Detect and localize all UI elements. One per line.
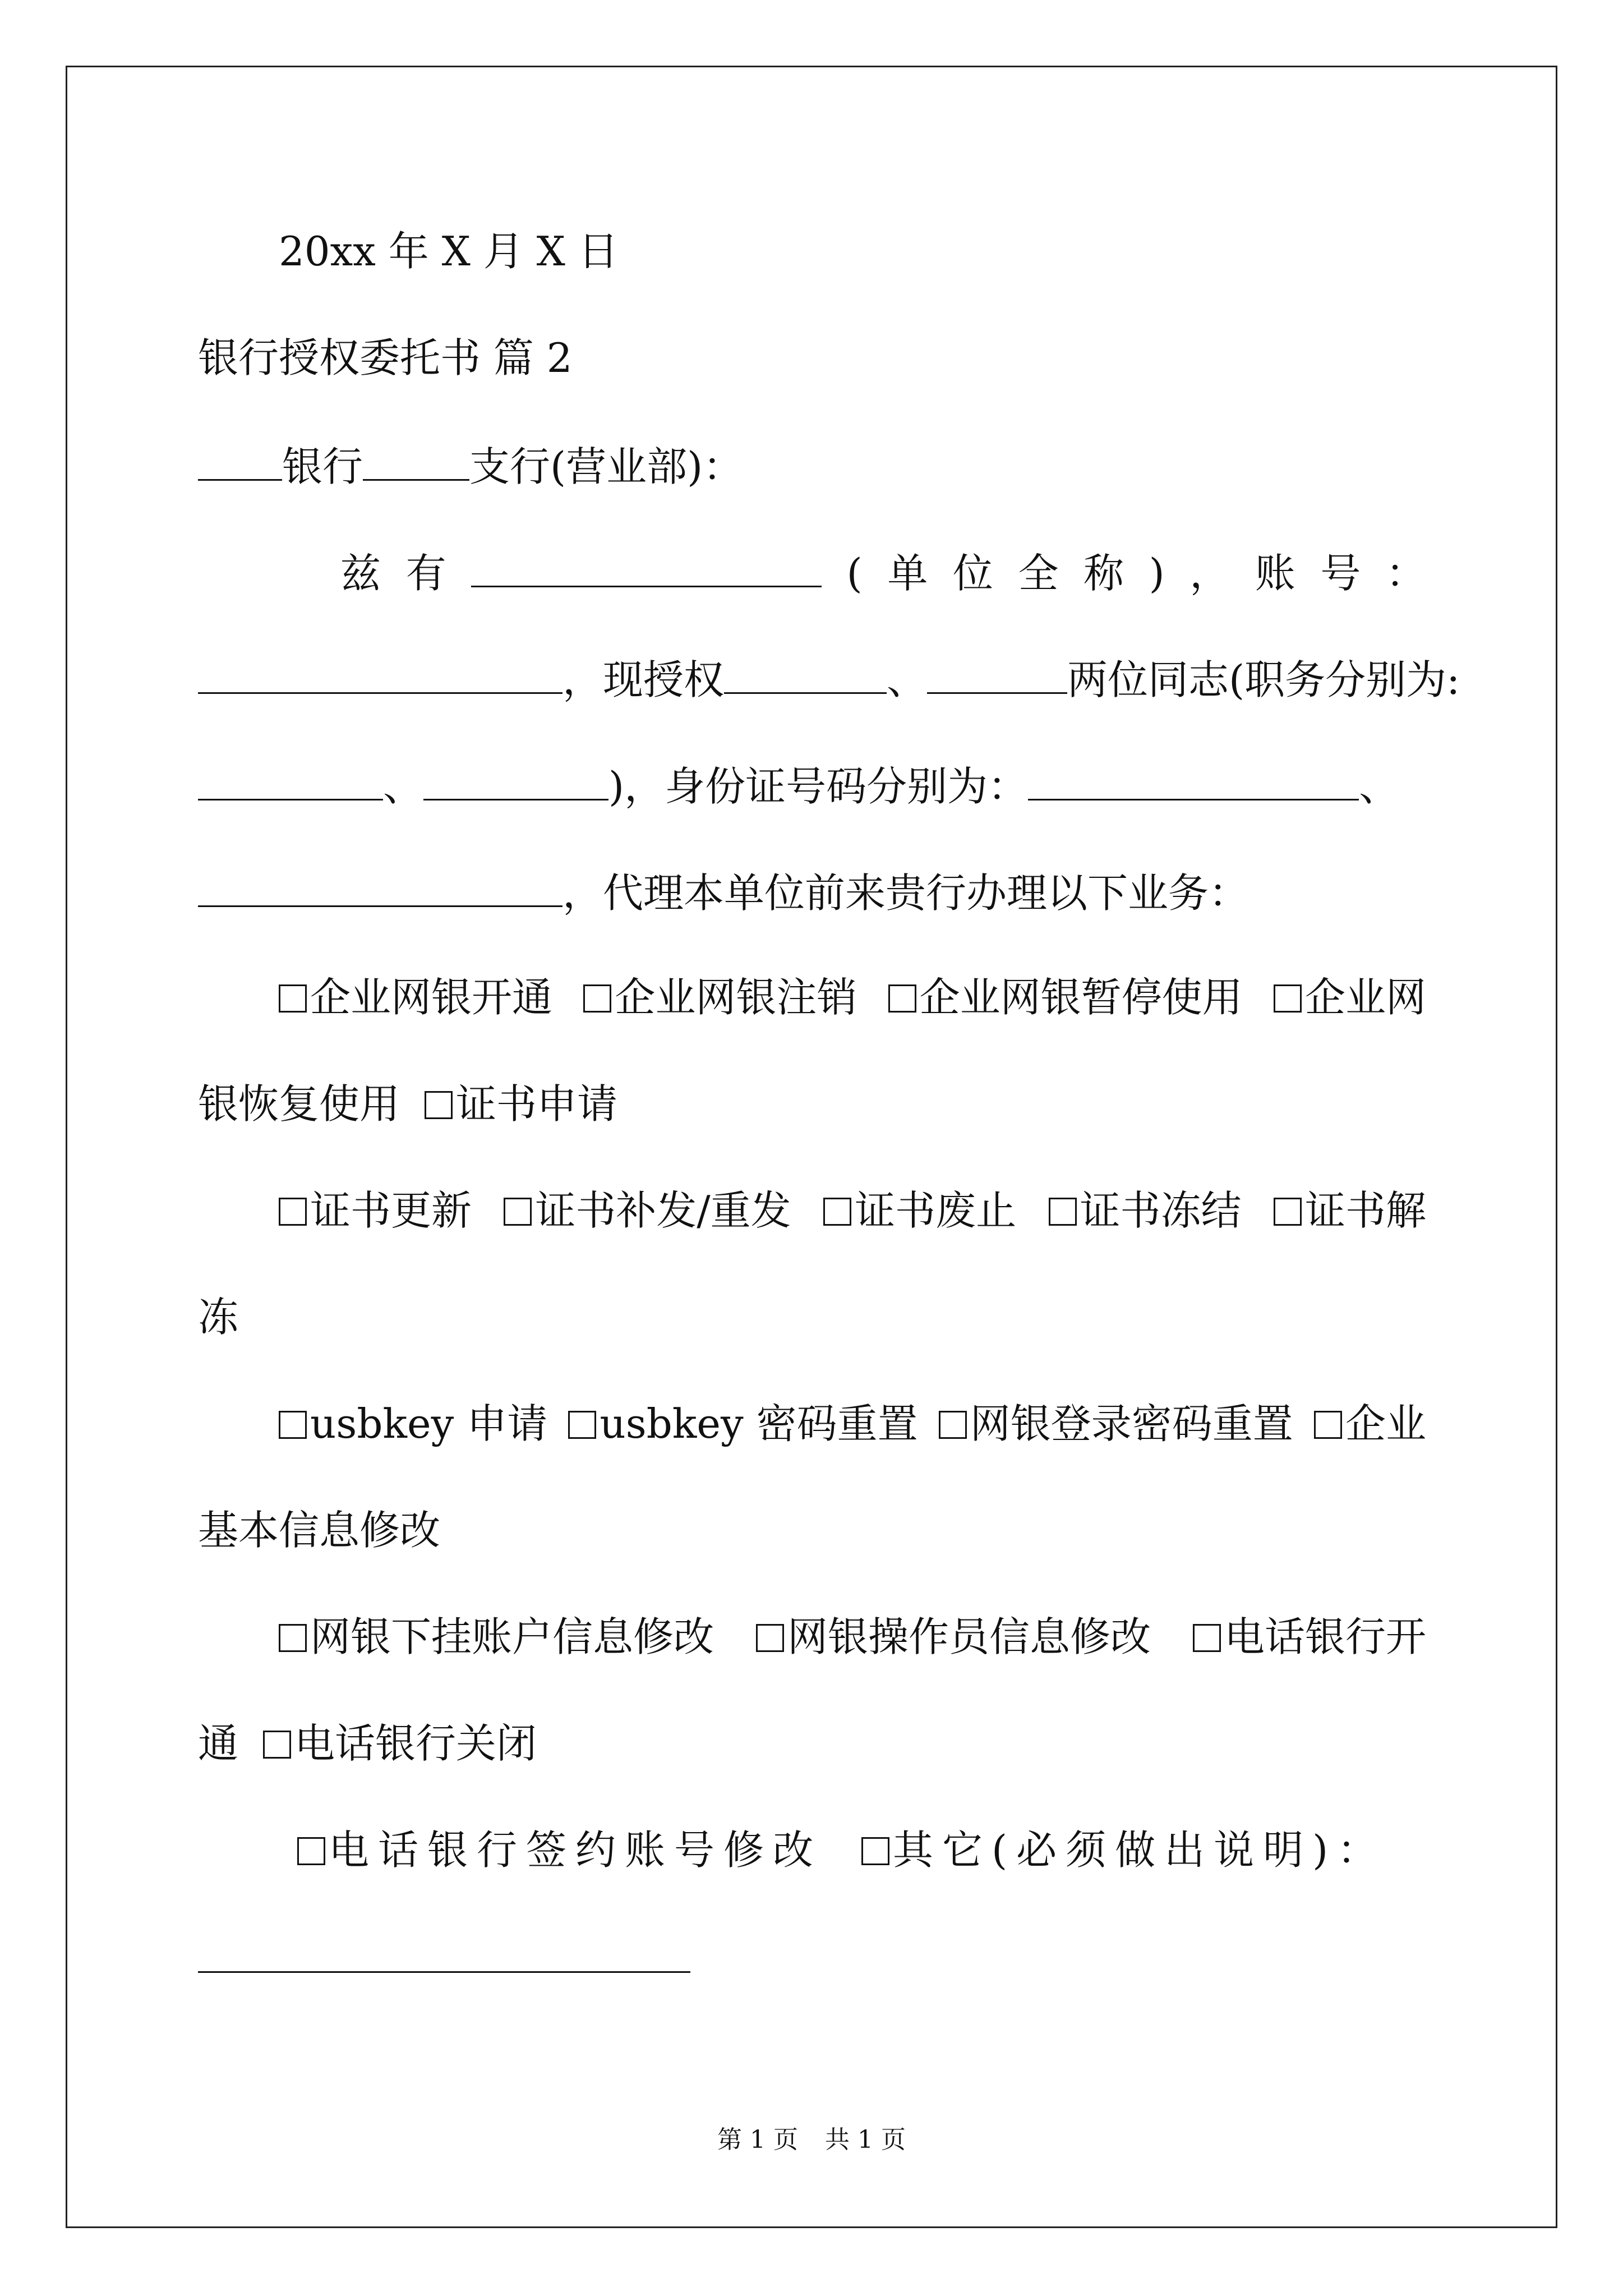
option[interactable]: 电话银行关闭 xyxy=(263,1720,537,1767)
option[interactable]: 企业 xyxy=(1314,1404,1426,1444)
option[interactable]: 电话银行开 xyxy=(1193,1617,1426,1657)
bank-label: 银行 xyxy=(282,443,363,490)
option[interactable]: 证书申请 xyxy=(425,1080,617,1128)
unit-word: ： xyxy=(1385,550,1426,597)
agent-2-id-blank xyxy=(198,871,562,907)
options-row-1-continued xyxy=(198,1080,1426,1128)
checkbox[interactable] xyxy=(939,1411,967,1439)
options-row-4 xyxy=(279,1613,1426,1660)
unit-word: 号 xyxy=(1320,550,1361,597)
checkbox[interactable] xyxy=(583,984,611,1013)
checkbox[interactable] xyxy=(756,1624,784,1652)
agent-1-position-blank xyxy=(198,764,383,800)
option[interactable]: 网银操作员信息修改 xyxy=(756,1617,1151,1657)
checkbox[interactable] xyxy=(1274,1198,1302,1226)
branch-label: 支行(营业部)： xyxy=(469,443,744,490)
options-row-4-continued xyxy=(198,1720,1426,1767)
option[interactable]: 其它(必须做出说明)： xyxy=(861,1826,1386,1874)
unit-word: 全 xyxy=(1018,550,1059,597)
option[interactable]: usbkey 申请 xyxy=(279,1404,547,1444)
checkbox[interactable] xyxy=(1274,984,1302,1013)
checkbox[interactable] xyxy=(1314,1411,1342,1439)
options-row-1 xyxy=(279,974,1426,1021)
other-explanation-line xyxy=(198,1936,1426,1979)
checkbox[interactable] xyxy=(1049,1198,1077,1226)
page-total: 共 1 页 xyxy=(825,2125,906,2154)
option[interactable]: usbkey 密码重置 xyxy=(568,1404,917,1444)
option[interactable]: 网银下挂账户信息修改 xyxy=(279,1617,714,1657)
option[interactable]: 证书冻结 xyxy=(1049,1190,1242,1231)
options-row-2-continued: 冻 xyxy=(198,1294,239,1341)
page-number: 第 1 页 xyxy=(717,2125,798,2154)
option[interactable]: 证书废止 xyxy=(823,1190,1016,1231)
business-intro-text: ，代理本单位前来贵行办理以下业务： xyxy=(562,869,1249,917)
option[interactable]: 企业网银开通 xyxy=(279,977,552,1018)
section-title: 银行授权委托书 篇 2 xyxy=(198,334,573,381)
checkbox[interactable] xyxy=(297,1837,325,1865)
options-row-3-continued: 基本信息修改 xyxy=(198,1507,441,1554)
agent-2-name-blank xyxy=(927,657,1067,694)
separator: 、 xyxy=(383,763,424,810)
checkbox[interactable] xyxy=(861,1837,889,1865)
checkbox[interactable] xyxy=(823,1198,851,1226)
page-frame xyxy=(66,66,1557,2228)
option[interactable]: 证书解 xyxy=(1274,1190,1426,1231)
checkbox[interactable] xyxy=(279,1624,307,1652)
authorization-line-3 xyxy=(198,763,1426,810)
unit-word: 位 xyxy=(952,550,993,597)
recipient-line xyxy=(198,443,1426,490)
authorization-line-1 xyxy=(340,550,1426,597)
agent-2-position-blank xyxy=(423,764,608,800)
unit-word: ， xyxy=(1189,550,1230,597)
checkbox[interactable] xyxy=(888,984,916,1013)
option[interactable]: 企业网 xyxy=(1274,977,1426,1018)
checkbox[interactable] xyxy=(425,1091,453,1119)
lead-char-2: 有 xyxy=(405,550,446,597)
authorization-line-4 xyxy=(198,869,1426,917)
option[interactable]: 电话银行签约账号修改 xyxy=(297,1830,822,1870)
checkbox[interactable] xyxy=(279,984,307,1013)
unit-word: ) xyxy=(1149,550,1165,597)
separator: 、 xyxy=(1359,763,1400,810)
checkbox[interactable] xyxy=(1193,1624,1221,1652)
option[interactable]: 企业网银暂停使用 xyxy=(888,977,1243,1018)
option[interactable]: 证书补发/重发 xyxy=(504,1190,791,1231)
unit-word: ( xyxy=(846,550,863,597)
option[interactable]: 企业网银注销 xyxy=(583,977,857,1018)
account-number-blank xyxy=(198,657,562,694)
other-explanation-blank xyxy=(198,1936,690,1973)
unit-word: 单 xyxy=(887,550,928,597)
unit-word: 称 xyxy=(1083,550,1124,597)
authorization-line-2 xyxy=(198,656,1460,703)
option-continued: 通 xyxy=(198,1720,239,1767)
unit-word: 账 xyxy=(1255,550,1295,597)
agent-1-id-blank xyxy=(1028,764,1359,800)
option[interactable]: 证书更新 xyxy=(279,1190,472,1231)
checkbox[interactable] xyxy=(504,1198,532,1226)
id-number-text: )，身份证号码分别为： xyxy=(608,763,1029,810)
options-row-5 xyxy=(297,1826,1426,1874)
authorize-text: ，现授权 xyxy=(562,656,725,703)
unit-name-blank xyxy=(471,551,822,587)
lead-char-1: 兹 xyxy=(340,550,381,597)
option[interactable]: 网银登录密码重置 xyxy=(939,1404,1293,1444)
option-continued: 银恢复使用 xyxy=(198,1080,400,1128)
options-row-3 xyxy=(279,1400,1426,1447)
checkbox[interactable] xyxy=(568,1411,596,1439)
agent-1-name-blank xyxy=(724,657,887,694)
separator: 、 xyxy=(887,656,928,703)
positions-text: 两位同志(职务分别为: xyxy=(1067,656,1460,703)
branch-name-blank xyxy=(363,444,469,481)
bank-name-blank xyxy=(198,444,282,481)
page-footer xyxy=(0,2119,1623,2155)
checkbox[interactable] xyxy=(279,1411,307,1439)
document-date: 20xx 年 X 月 X 日 xyxy=(279,228,619,275)
checkbox[interactable] xyxy=(263,1731,291,1759)
checkbox[interactable] xyxy=(279,1198,307,1226)
options-row-2 xyxy=(279,1187,1426,1234)
